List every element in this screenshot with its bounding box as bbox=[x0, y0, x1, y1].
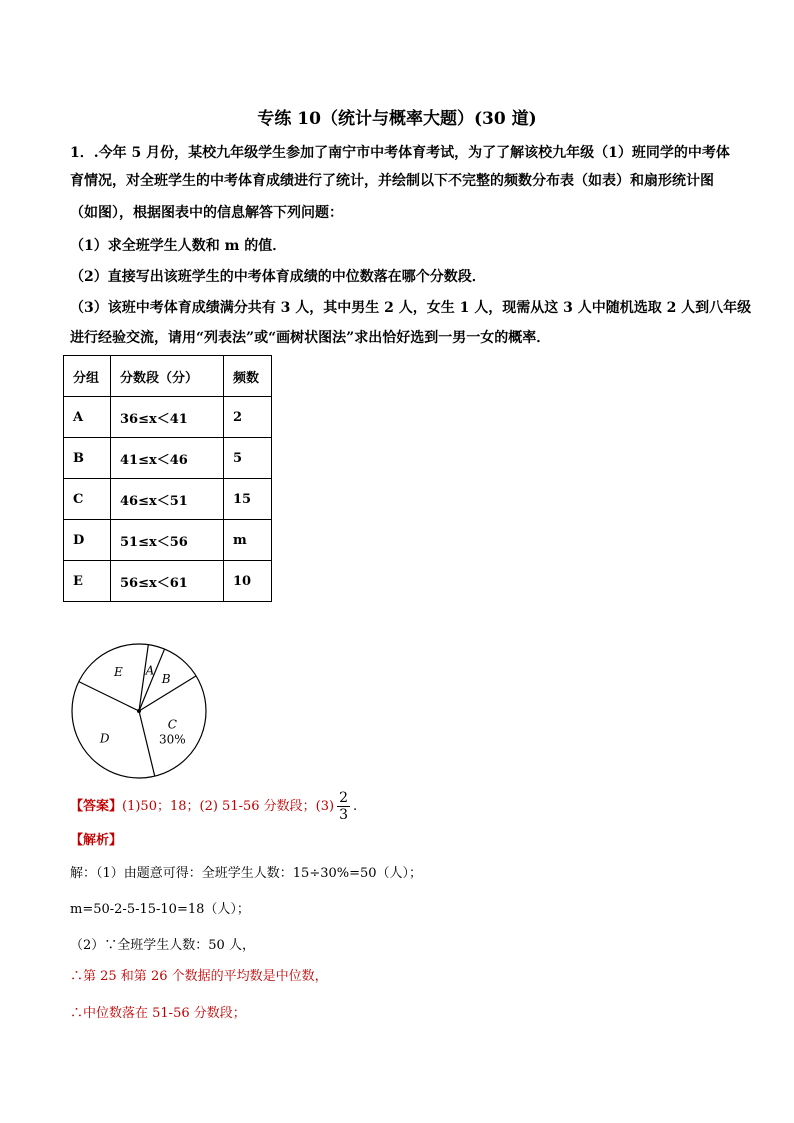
table-cell: D bbox=[64, 520, 111, 561]
table-header-cell: 分数段（分） bbox=[111, 356, 224, 397]
answer-tag: 【答案】 bbox=[70, 799, 123, 814]
analysis-line-2: m=50-2-5-15-10=18（人）； bbox=[70, 902, 250, 917]
table-cell: 56≤x＜61 bbox=[111, 561, 224, 602]
table-row bbox=[64, 479, 272, 520]
table-row bbox=[64, 561, 272, 602]
answer-text: (1)50；18；(2) 51-56 分数段；(3) bbox=[122, 799, 335, 814]
answer-line bbox=[70, 790, 357, 823]
pie-center-dot bbox=[137, 709, 141, 713]
table-row bbox=[64, 397, 272, 438]
analysis-line-4: ∴第 25 和第 26 个数据的平均数是中位数， bbox=[70, 969, 328, 984]
answer-tail: . bbox=[353, 799, 358, 814]
page-title: 专练 10（统计与概率大题）(30 道) bbox=[257, 109, 537, 129]
question-text-line-1: 1．.今年 5 月份，某校九年级学生参加了南宁市中考体育考试，为了了解该校九年级（1）班同学的中考体 bbox=[70, 145, 730, 161]
pie-slice-boundary bbox=[139, 711, 155, 776]
table-cell: B bbox=[64, 438, 111, 479]
frequency-table bbox=[63, 355, 272, 602]
table-header-cell: 频数 bbox=[224, 356, 272, 397]
sub-question-3-line-2: 进行经验交流，请用“列表法”或“画树状图法”求出恰好选到一男一女的概率． bbox=[70, 330, 551, 346]
sub-question-2: （2）直接写出该班学生的中考体育成绩的中位数落在哪个分数段． bbox=[70, 269, 486, 285]
sub-question-3-line-1: （3）该班中考体育成绩满分共有 3 人，其中男生 2 人，女生 1 人，现需从这 3 人中随机选取 2 人到八年级 bbox=[70, 300, 752, 316]
table-cell: 2 bbox=[224, 397, 272, 438]
sub-question-1: （1）求全班学生人数和 m 的值． bbox=[70, 238, 287, 254]
table-cell: m bbox=[224, 520, 272, 561]
pie-slice-boundary bbox=[79, 682, 139, 711]
table-cell: 51≤x＜56 bbox=[111, 520, 224, 561]
analysis-tag: 【解析】 bbox=[70, 833, 123, 848]
analysis-line-1: 解：（1）由题意可得：全班学生人数：15÷30%=50（人）； bbox=[70, 866, 423, 881]
pie-slice-percent: 30% bbox=[158, 732, 186, 747]
answer-fraction bbox=[337, 790, 350, 823]
table-cell: A bbox=[64, 397, 111, 438]
table-cell: 5 bbox=[224, 438, 272, 479]
pie-chart bbox=[70, 642, 210, 786]
table-header-cell: 分组 bbox=[64, 356, 111, 397]
table-header-row bbox=[64, 356, 272, 397]
table-cell: E bbox=[64, 561, 111, 602]
pie-slice-label: C bbox=[167, 717, 177, 732]
question-text-line-3: （如图），根据图表中的信息解答下列问题： bbox=[70, 205, 343, 221]
table-cell: 15 bbox=[224, 479, 272, 520]
table-cell: C bbox=[64, 479, 111, 520]
table-row bbox=[64, 520, 272, 561]
table-cell: 36≤x＜41 bbox=[111, 397, 224, 438]
pie-slice-label: E bbox=[113, 665, 123, 680]
pie-slice-label: D bbox=[99, 731, 110, 746]
table-row bbox=[64, 438, 272, 479]
analysis-line-3: （2）∵全班学生人数：50 人， bbox=[70, 938, 255, 953]
fraction-denominator: 3 bbox=[339, 807, 349, 823]
analysis-line-5: ∴中位数落在 51-56 分数段； bbox=[70, 1006, 246, 1021]
question-text-line-2: 育情况，对全班学生的中考体育成绩进行了统计，并绘制以下不完整的频数分布表（如表）和扇形统计图 bbox=[70, 173, 714, 189]
fraction-numerator: 2 bbox=[339, 790, 349, 806]
table-cell: 46≤x＜51 bbox=[111, 479, 224, 520]
pie-slice-label: B bbox=[161, 672, 171, 687]
table-cell: 10 bbox=[224, 561, 272, 602]
table-cell: 41≤x＜46 bbox=[111, 438, 224, 479]
pie-slice-label: A bbox=[145, 663, 155, 678]
